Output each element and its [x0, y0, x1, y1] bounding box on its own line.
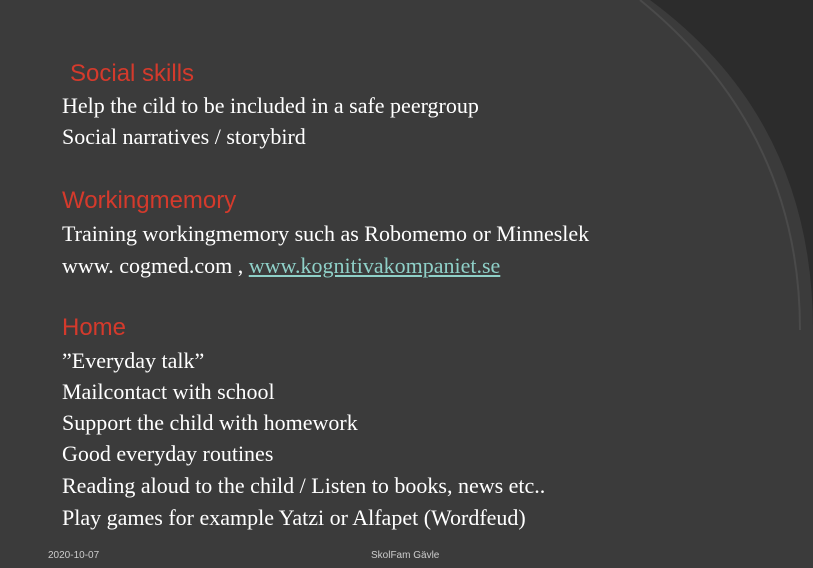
social-line-2: Social narratives / storybird [62, 124, 306, 149]
workingmemory-line-1: Training workingmemory such as Robomemo or Minneslek [62, 221, 590, 246]
social-line-1: Help the cild to be included in a safe peergroup [62, 93, 479, 118]
workingmemory-line-2 [62, 255, 500, 277]
kognitivakompaniet-link[interactable]: www.kognitivakompaniet.se [248, 253, 501, 278]
section-heading-home: Home [62, 314, 127, 341]
home-line-1: ”Everyday talk” [62, 348, 205, 373]
home-line-3: Support the child with homework [62, 410, 358, 435]
footer-date: 2020-10-07 [48, 550, 100, 561]
workingmemory-line-2-text: www. cogmed.com , [62, 253, 249, 278]
home-line-6: Play games for example Yatzi or Alfapet (Wordfeud) [62, 505, 526, 530]
home-line-2: Mailcontact with school [62, 379, 275, 404]
section-heading-social-skills: Social skills [70, 60, 195, 87]
section-heading-workingmemory: Workingmemory [62, 187, 237, 214]
home-line-5: Reading aloud to the child / Listen to books, news etc.. [62, 473, 546, 498]
footer-organization: SkolFam Gävle [371, 550, 440, 561]
home-line-4: Good everyday routines [62, 441, 274, 466]
